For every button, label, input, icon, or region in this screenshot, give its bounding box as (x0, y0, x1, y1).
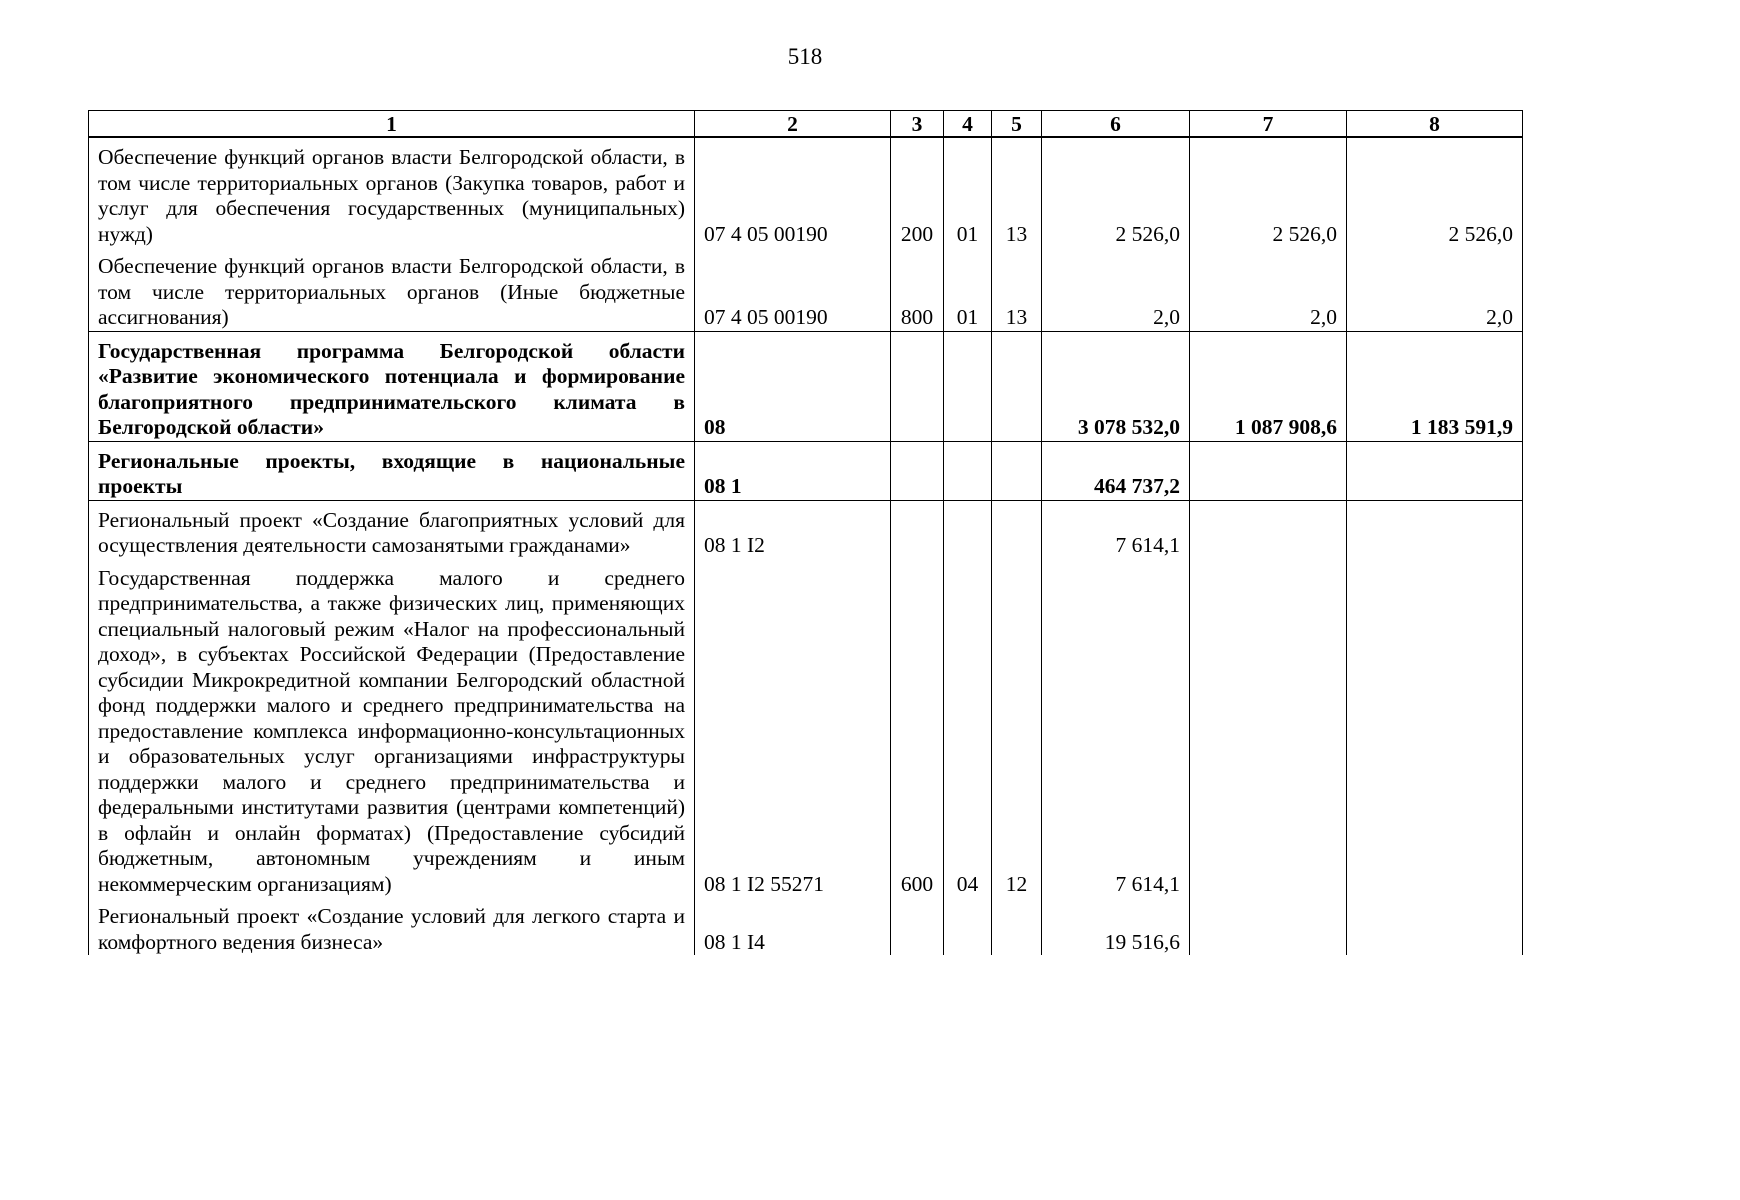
amount-col-7: 2 526,0 (1190, 137, 1347, 247)
column-header: 8 (1347, 111, 1523, 138)
target-code: 07 4 05 00190 (695, 247, 891, 331)
row-description: Обеспечение функций органов власти Белгородской области, в том числе территориальных органов (Закупка товаров, работ и услуг для обеспечения государственных (муниципальных) нужд) (89, 137, 695, 247)
column-header: 3 (891, 111, 944, 138)
amount-col-6: 464 737,2 (1042, 441, 1190, 500)
section-code: 01 (944, 247, 992, 331)
amount-col-6: 3 078 532,0 (1042, 331, 1190, 441)
target-code: 08 1 (695, 441, 891, 500)
amount-col-8: 2,0 (1347, 247, 1523, 331)
subsection-code (992, 441, 1042, 500)
subsection-code (992, 897, 1042, 955)
section-code: 04 (944, 559, 992, 898)
amount-col-6: 2 526,0 (1042, 137, 1190, 247)
column-header: 2 (695, 111, 891, 138)
row-description: Обеспечение функций органов власти Белгородской области, в том числе территориальных органов (Иные бюджетные ассигнования) (89, 247, 695, 331)
amount-col-7 (1190, 559, 1347, 898)
amount-col-7 (1190, 897, 1347, 955)
target-code: 07 4 05 00190 (695, 137, 891, 247)
column-header: 6 (1042, 111, 1190, 138)
row-description: Региональный проект «Создание благоприятных условий для осуществления деятельности самозанятыми гражданами» (89, 500, 695, 559)
expense-type (891, 500, 944, 559)
section-code: 01 (944, 137, 992, 247)
amount-col-8 (1347, 441, 1523, 500)
subsection-code (992, 331, 1042, 441)
amount-col-7 (1190, 441, 1347, 500)
section-code (944, 331, 992, 441)
expense-type (891, 331, 944, 441)
amount-col-6: 2,0 (1042, 247, 1190, 331)
expense-type: 800 (891, 247, 944, 331)
expense-type (891, 897, 944, 955)
subsection-code: 12 (992, 559, 1042, 898)
table-row (89, 500, 1523, 559)
amount-col-8 (1347, 500, 1523, 559)
expense-type: 200 (891, 137, 944, 247)
amount-col-6: 7 614,1 (1042, 559, 1190, 898)
amount-col-8: 2 526,0 (1347, 137, 1523, 247)
row-description: Региональные проекты, входящие в национальные проекты (89, 441, 695, 500)
table-row (89, 247, 1523, 331)
expense-type (891, 441, 944, 500)
amount-col-6: 7 614,1 (1042, 500, 1190, 559)
budget-table (88, 110, 1523, 955)
column-header: 4 (944, 111, 992, 138)
subsection-code: 13 (992, 137, 1042, 247)
page-number: 518 (787, 44, 823, 69)
amount-col-7: 2,0 (1190, 247, 1347, 331)
row-description: Государственная поддержка малого и среднего предпринимательства, а также физических лиц, применяющих специальный налоговый режим «Налог на профессиональный доход», в субъектах Российской Федерации (Предоставление субсидии Микрокредитной компании Белгородский областной фонд поддержки малого и среднего предпринимательства на предоставление комплекса информационно-консультационных и образовательных услуг организациями инфраструктуры поддержки малого и среднего предпринимательства и федеральными институтами развития (центрами компетенций) в офлайн и онлайн форматах) (Предоставление субсидий бюджетным, автономным учреждениям и иным некоммерческим организациям) (89, 559, 695, 898)
table-row (89, 137, 1523, 247)
table-row (89, 331, 1523, 441)
subsection-code: 13 (992, 247, 1042, 331)
amount-col-7: 1 087 908,6 (1190, 331, 1347, 441)
expense-type: 600 (891, 559, 944, 898)
amount-col-8 (1347, 559, 1523, 898)
table-header-row (89, 111, 1523, 138)
subsection-code (992, 500, 1042, 559)
table-row (89, 559, 1523, 898)
table-row (89, 441, 1523, 500)
target-code: 08 1 I4 (695, 897, 891, 955)
amount-col-8: 1 183 591,9 (1347, 331, 1523, 441)
section-code (944, 897, 992, 955)
target-code: 08 (695, 331, 891, 441)
column-header: 5 (992, 111, 1042, 138)
column-header: 1 (89, 111, 695, 138)
table-row (89, 897, 1523, 955)
amount-col-7 (1190, 500, 1347, 559)
amount-col-8 (1347, 897, 1523, 955)
row-description: Региональный проект «Создание условий для легкого старта и комфортного ведения бизнеса» (89, 897, 695, 955)
section-code (944, 500, 992, 559)
amount-col-6: 19 516,6 (1042, 897, 1190, 955)
target-code: 08 1 I2 (695, 500, 891, 559)
column-header: 7 (1190, 111, 1347, 138)
target-code: 08 1 I2 55271 (695, 559, 891, 898)
row-description: Государственная программа Белгородской области «Развитие экономического потенциала и формирование благоприятного предпринимательского климата в Белгородской области» (89, 331, 695, 441)
section-code (944, 441, 992, 500)
